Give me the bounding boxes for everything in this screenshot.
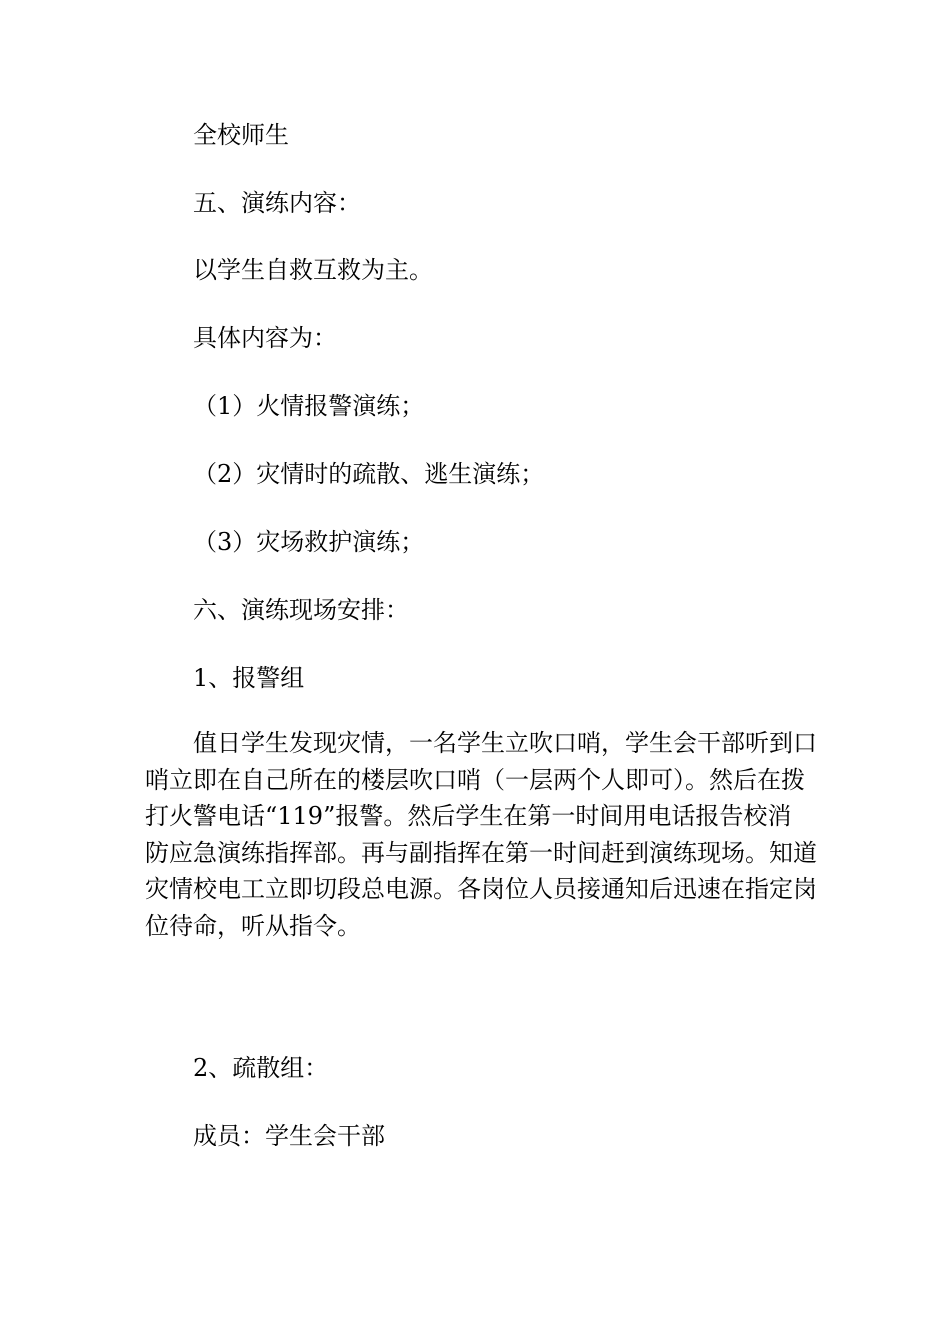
list-item-1: （1）火情报警演练； <box>193 392 425 420</box>
paragraph-line: 防应急演练指挥部。再与副指挥在第一时间赶到演练现场。知道 <box>145 838 817 867</box>
heading-alarm-group: 1、报警组 <box>193 664 305 692</box>
heading-drill-content: 五、演练内容： <box>193 189 361 217</box>
text-line-main-focus: 以学生自救互救为主。 <box>193 256 433 284</box>
paragraph-line: 打火警电话“119”报警。然后学生在第一时间用电话报告校消 <box>145 802 792 830</box>
alarm-group-paragraph <box>145 725 817 944</box>
text-line-members: 成员：学生会干部 <box>193 1122 385 1150</box>
list-item-3: （3）灾场救护演练； <box>193 528 425 556</box>
text-line-participants: 全校师生 <box>193 121 289 149</box>
heading-site-arrangement: 六、演练现场安排： <box>193 596 409 624</box>
paragraph-line: 灾情校电工立即切段总电源。各岗位人员接通知后迅速在指定岗 <box>145 875 817 903</box>
heading-evacuation-group: 2、疏散组： <box>193 1054 329 1082</box>
paragraph-line: 哨立即在自己所在的楼层吹口哨（一层两个人即可）。然后在拨 <box>145 765 805 794</box>
paragraph-line: 位待命，听从指令。 <box>145 911 361 940</box>
paragraph-line: 值日学生发现灾情，一名学生立吹口哨，学生会干部听到口 <box>193 729 817 757</box>
list-item-2: （2）灾情时的疏散、逃生演练； <box>193 460 545 488</box>
text-line-specific-content: 具体内容为： <box>193 324 337 352</box>
